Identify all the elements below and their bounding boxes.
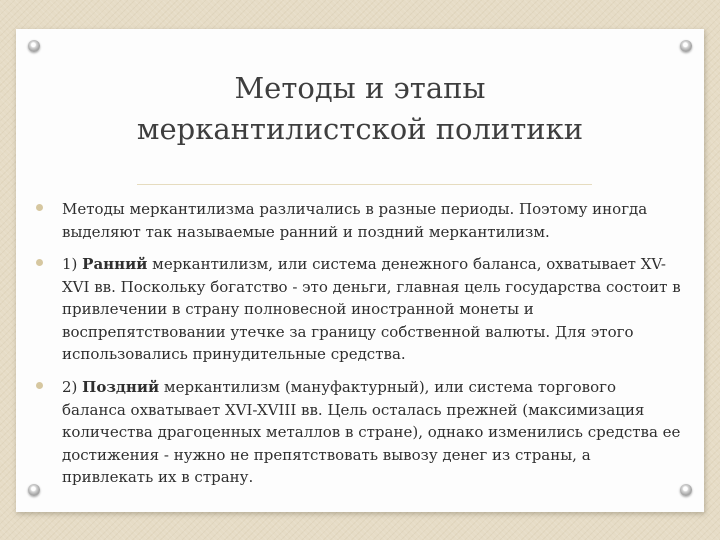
slide-title xyxy=(60,68,660,150)
bullet-item-3-text: меркантилизм (мануфактурный), или система торгового баланса охватывает XVI-XVIII вв. Цель осталась прежней (максимизация количества драгоценных металлов в стране), однако изменились средства ее достижения - нужно не препятствовать вывозу денег из страны, а привлекать их в страну. xyxy=(62,378,681,486)
bullet-item-3-prefix: 2) xyxy=(62,378,83,396)
bullet-dot-icon xyxy=(36,259,43,266)
bullet-dot-icon xyxy=(36,382,43,389)
bullet-item-2-text: меркантилизм, или система денежного баланса, охватывает XV-XVI вв. Поскольку богатство - это деньги, главная цель государства состоит в привлечении в страну полновесной иностранной монеты и воспрепятствовании утечке за границу собственной валюты. Для этого использовались принудительные средства. xyxy=(62,255,681,363)
bullet-item-2-term: Ранний xyxy=(82,255,148,273)
pin-icon xyxy=(28,40,40,52)
pin-icon xyxy=(28,484,40,496)
bullet-dot-icon xyxy=(36,204,43,211)
bullet-item-2 xyxy=(62,253,682,366)
bullet-item-3 xyxy=(62,376,682,489)
slide-title-line-2: меркантилистской политики xyxy=(136,112,584,146)
bullet-item-2-prefix: 1) xyxy=(62,255,83,273)
bullet-item-1 xyxy=(62,198,682,243)
bullet-item-3-term: Поздний xyxy=(82,378,160,396)
pin-icon xyxy=(680,40,692,52)
slide-title-line-1: Методы и этапы xyxy=(234,71,486,105)
bullet-item-1-text: Методы меркантилизма различались в разные периоды. Поэтому иногда выделяют так называемые ранний и поздний меркантилизм. xyxy=(62,200,648,241)
title-divider xyxy=(137,184,592,185)
